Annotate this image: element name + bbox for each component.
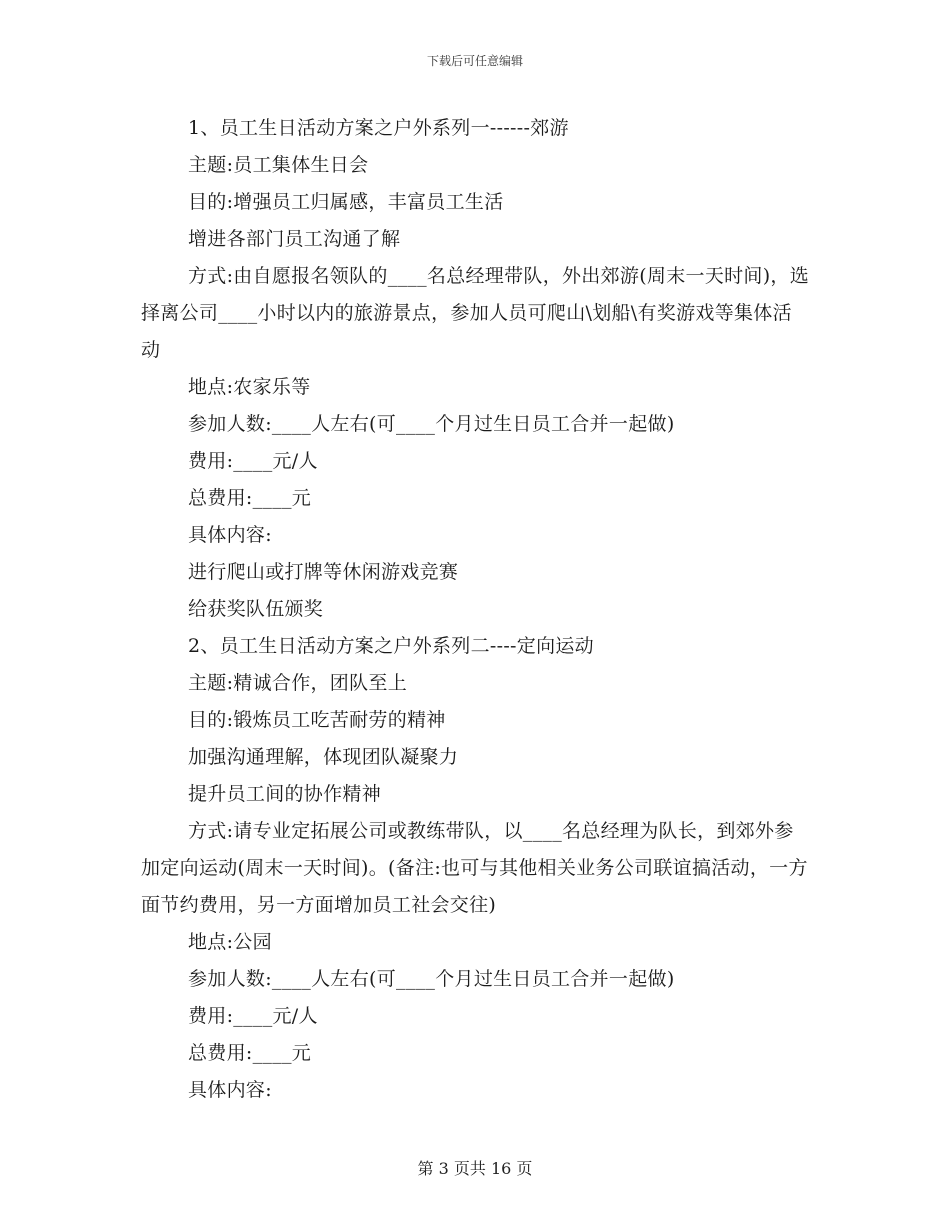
section1-method: 方式:由自愿报名领队的____名总经理带队，外出郊游(周末一天时间)，选择离公司____小时以内的旅游景点，参加人员可爬山\划船\有奖游戏等集体活动 — [141, 265, 810, 361]
section2-theme: 主题:精诚合作，团队至上 — [188, 672, 408, 694]
section1-cost: 费用:____元/人 — [188, 450, 318, 472]
section1-content1: 进行爬山或打牌等休闲游戏竞赛 — [188, 561, 459, 583]
section1-location: 地点:农家乐等 — [188, 376, 311, 398]
section1-content2: 给获奖队伍颁奖 — [188, 598, 324, 620]
section1-total-cost: 总费用:____元 — [188, 487, 312, 509]
document-body — [141, 110, 811, 1109]
section2-purpose2: 加强沟通理解，体现团队凝聚力 — [188, 746, 459, 768]
section2-purpose3: 提升员工间的协作精神 — [188, 783, 382, 805]
section2-method: 方式:请专业定拓展公司或教练带队，以____名总经理为队长，到郊外参加定向运动(周末一天时间)。(备注:也可与其他相关业务公司联谊搞活动，一方面节约费用，另一方面增加员工社会交往) — [141, 820, 808, 916]
section2-total-cost: 总费用:____元 — [188, 1042, 312, 1064]
page-footer: 第 3 页共 16 页 — [417, 1159, 533, 1178]
section1-title: 1、员工生日活动方案之户外系列一------郊游 — [188, 117, 569, 139]
section2-location: 地点:公园 — [188, 931, 272, 953]
section1-theme: 主题:员工集体生日会 — [188, 154, 369, 176]
section1-participants: 参加人数:____人左右(可____个月过生日员工合并一起做) — [188, 413, 675, 435]
section2-cost: 费用:____元/人 — [188, 1005, 318, 1027]
page-header: 下载后可任意编辑 — [426, 54, 523, 68]
section1-purpose: 目的:增强员工归属感，丰富员工生活 — [188, 191, 504, 213]
section2-purpose: 目的:锻炼员工吃苦耐劳的精神 — [188, 709, 446, 731]
section1-content-label: 具体内容: — [188, 524, 272, 546]
section2-participants: 参加人数:____人左右(可____个月过生日员工合并一起做) — [188, 968, 675, 990]
section1-purpose2: 增进各部门员工沟通了解 — [188, 228, 401, 250]
section2-content-label: 具体内容: — [188, 1079, 272, 1101]
section2-title: 2、员工生日活动方案之户外系列二----定向运动 — [188, 635, 594, 657]
